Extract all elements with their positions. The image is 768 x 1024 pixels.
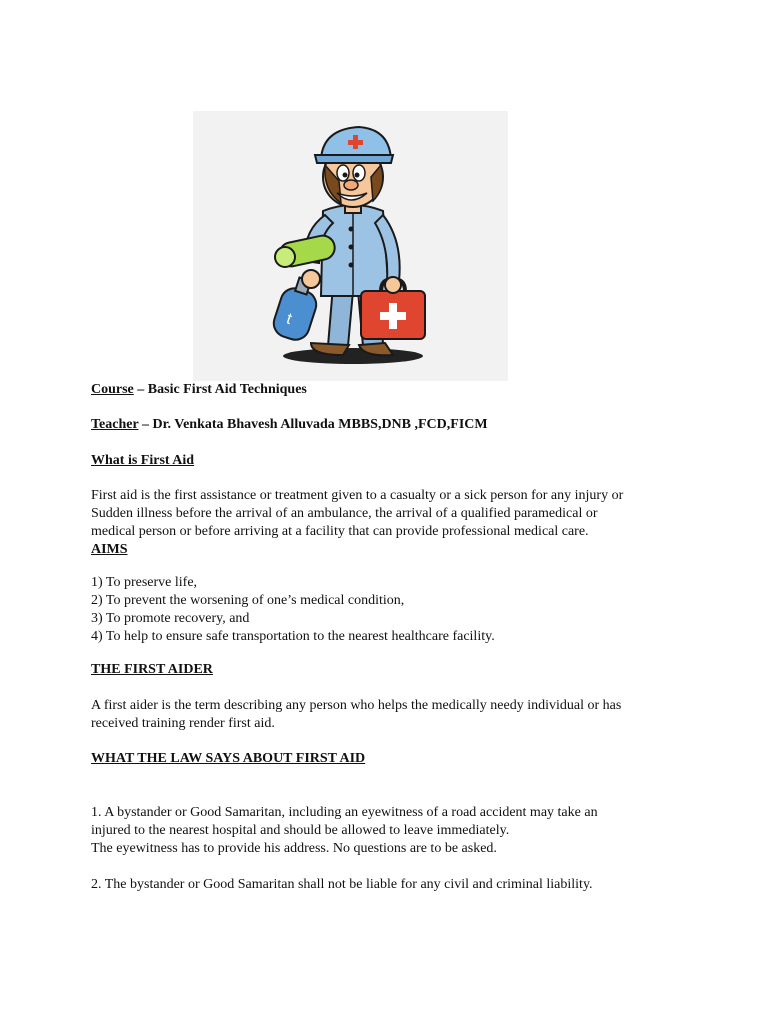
aims-item: 4) To help to ensure safe transportation to the nearest healthcare facility.: [91, 629, 495, 644]
paragraph-line: received training render first aid.: [91, 716, 275, 731]
heading-law: WHAT THE LAW SAYS ABOUT FIRST AID: [91, 751, 366, 766]
paragraph-line: A first aider is the term describing any person who helps the medically needy individual or has: [91, 698, 622, 713]
paragraph-line: Sudden illness before the arrival of an ambulance, the arrival of a qualified paramedical or: [91, 506, 598, 521]
law-point-line: injured to the nearest hospital and should be allowed to leave immediately.: [91, 823, 510, 838]
heading-what-is-first-aid: What is First Aid: [91, 453, 195, 468]
teacher-line: [91, 416, 488, 434]
aims-item: 3) To promote recovery, and: [91, 611, 250, 626]
course-value: – Basic First Aid Techniques: [133, 382, 307, 397]
paragraph-line: First aid is the first assistance or treatment given to a casualty or a sick person for any injury or: [91, 488, 624, 503]
course-label: Course: [91, 382, 134, 397]
heading-aims: AIMS: [91, 542, 128, 557]
aims-item: 1) To preserve life,: [91, 575, 198, 590]
course-line: [91, 381, 307, 399]
teacher-label: Teacher: [91, 417, 139, 432]
law-point-line: 2. The bystander or Good Samaritan shall not be liable for any civil and criminal liability.: [91, 877, 593, 892]
teacher-value: – Dr. Venkata Bhavesh Alluvada MBBS,DNB ,FCD,FICM: [138, 417, 488, 432]
svg-text:t: t: [284, 310, 294, 329]
paragraph-line: medical person or before arriving at a facility that can provide professional medical care.: [91, 524, 589, 539]
aims-item: 2) To prevent the worsening of one’s medical condition,: [91, 593, 405, 608]
law-point-line: The eyewitness has to provide his address. No questions are to be asked.: [91, 841, 497, 856]
first-aid-worker-illustration: [193, 111, 508, 381]
law-point-line: 1. A bystander or Good Samaritan, including an eyewitness of a road accident may take an: [91, 805, 598, 820]
heading-first-aider: THE FIRST AIDER: [91, 662, 213, 677]
